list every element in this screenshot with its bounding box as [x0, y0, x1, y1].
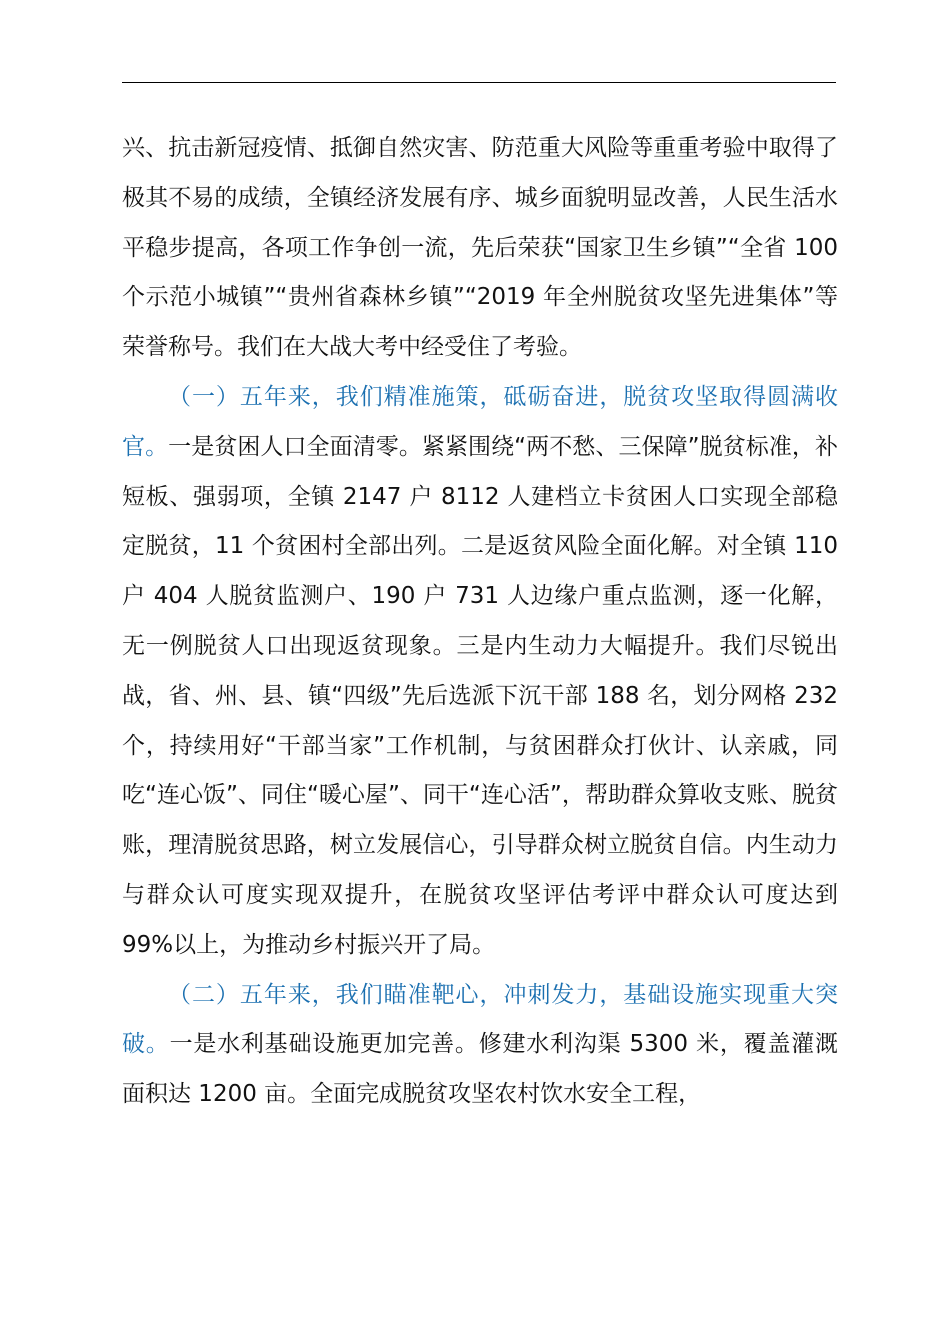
- paragraph-continuation: 兴、抗击新冠疫情、抵御自然灾害、防范重大风险等重重考验中取得了极其不易的成绩，全镇经济发展有序、城乡面貌明显改善，人民生活水平稳步提高，各项工作争创一流，先后荣获“国家卫生乡镇”“全省 100 个示范小城镇”“贵州省森林乡镇”“2019 年全州脱贫攻坚先进集体”等荣誉称号。我们在大战大考中经受住了考验。: [122, 135, 838, 361]
- section-heading-two: （二）五年来，我们瞄准靶心，冲刺发力，基础设施实现重大突破。: [122, 981, 838, 1058]
- section-heading-one: （一）五年来，我们精准施策，砥砺奋进，脱贫攻坚取得圆满收官。: [122, 383, 838, 460]
- paragraph-body-one: 一是贫困人口全面清零。紧紧围绕“两不愁、三保障”脱贫标准，补短板、强弱项，全镇 2147 户 8112 人建档立卡贫困人口实现全部稳定脱贫，11 个贫困村全部出列。二是返贫风险全面化解。对全镇 110 户 404 人脱贫监测户、190 户 731 人边缘户重点监测，逐一化解，无一例脱贫人口出现返贫现象。三是内生动力大幅提升。我们尽锐出战，省、州、县、镇“四级”先后选派下沉干部 188 名，划分网格 232 个，持续用好“干部当家”工作机制，与贫困群众打伙计、认亲戚，同吃“连心饭”、同住“暖心屋”、同干“连心活”，帮助群众算收支账、脱贫账，理清脱贫思路，树立发展信心，引导群众树立脱贫自信。内生动力与群众认可度实现双提升，在脱贫攻坚评估考评中群众认可度达到 99%以上，为推动乡村振兴开了局。: [122, 433, 838, 958]
- header-rule: [122, 82, 836, 83]
- paragraph-body-two: 一是水利基础设施更加完善。修建水利沟渠 5300 米，覆盖灌溉面积达 1200 亩。全面完成脱贫攻坚农村饮水安全工程，: [122, 1031, 839, 1108]
- document-body: [122, 124, 838, 1120]
- paragraph-poverty-alleviation: [122, 373, 838, 971]
- paragraph-infrastructure: [122, 971, 838, 1120]
